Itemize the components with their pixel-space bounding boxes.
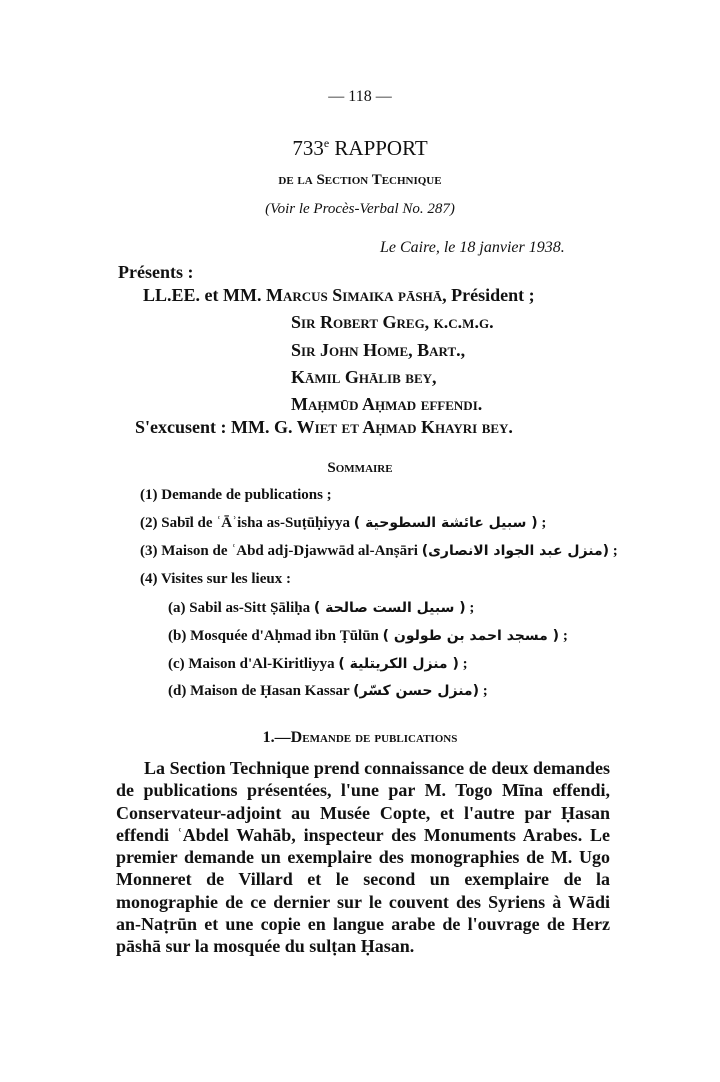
excused-label: S'excusent : bbox=[135, 417, 227, 437]
summary-item bbox=[140, 543, 618, 560]
excused-names: MM. G. Wiet et Aḥmad Khayri bey. bbox=[231, 417, 513, 437]
summary-subitem bbox=[168, 600, 474, 617]
summary-title: Sommaire bbox=[327, 460, 393, 476]
summary-item-arabic: ( مسجد احمد بن طولون ) bbox=[382, 628, 560, 644]
attendee-name: Marcus Simaika pāshā, bbox=[266, 285, 447, 305]
summary-item-label: (1) Demande de publications ; bbox=[140, 487, 332, 503]
report-title bbox=[0, 136, 720, 161]
summary-item-suffix: ; bbox=[458, 656, 468, 672]
summary-item-suffix: ; bbox=[479, 683, 488, 699]
excused-line bbox=[135, 417, 513, 438]
attendee-line: Kāmil Ghālib bey, bbox=[291, 367, 437, 387]
attendee-prefix: LL.EE. et MM. bbox=[143, 285, 262, 305]
report-number: 733 bbox=[292, 136, 324, 160]
report-number-suffix: e bbox=[323, 136, 330, 150]
summary-item-label: (a) Sabil as-Sitt Ṣāliḥa bbox=[168, 600, 311, 616]
president-line bbox=[143, 285, 535, 306]
summary-item-suffix: ; bbox=[559, 628, 568, 644]
summary-item-arabic: ( سبيل عائشة السطوحية ) bbox=[353, 515, 538, 531]
report-word: RAPPORT bbox=[334, 136, 428, 160]
summary-item bbox=[140, 515, 546, 532]
section-heading: 1.—Demande de publications bbox=[262, 729, 458, 746]
summary-subitem bbox=[168, 683, 488, 700]
summary-item-suffix: ; bbox=[609, 543, 618, 559]
summary-item bbox=[140, 487, 332, 504]
section-line: de la Section Technique bbox=[278, 172, 442, 188]
summary-subitem bbox=[168, 628, 568, 645]
place-date: Le Caire, le 18 janvier 1938. bbox=[380, 239, 565, 256]
summary-item-label: (3) Maison de ʿAbd adj-Djawwād al-Anṣāri bbox=[140, 543, 418, 559]
attendee-line: Sir John Home, Bart., bbox=[291, 340, 466, 360]
summary-item-label: (d) Maison de Ḥasan Kassar bbox=[168, 683, 350, 699]
summary-item-arabic: (منزل حسن كسّر) bbox=[353, 683, 479, 699]
summary-item-label: (c) Maison d'Al-Kiritliyya bbox=[168, 656, 335, 672]
summary-item-label: (b) Mosquée d'Aḥmad ibn Ṭūlūn bbox=[168, 628, 379, 644]
attendee-line: Sir Robert Greg, k.c.m.g. bbox=[291, 312, 494, 332]
attendee-line: Maḥmūd Aḥmad effendi. bbox=[291, 394, 483, 414]
summary-item-suffix: ; bbox=[537, 515, 547, 531]
summary-item-label: (4) Visites sur les lieux : bbox=[140, 571, 291, 587]
summary-item-arabic: (منزل عبد الجواد الانصارى) bbox=[421, 543, 610, 559]
procès-verbal-reference: (Voir le Procès-Verbal No. 287) bbox=[265, 201, 455, 217]
summary-item-arabic: ( سبيل الست صالحة ) bbox=[313, 600, 466, 616]
body-paragraph: La Section Technique prend connaissance de deux demandes de publications présentées, l'une par M. Togo Mīna effendi, Conservateur-adjoint au Musée Copte, et l'autre par Ḥasan effendi ʿAbdel Wahāb, inspecteur des Monuments Arabes. Le premier demande un exemplaire des monographies de M. Ugo Monneret de Villard et le second un exemplaire de la monographie de ce dernier sur le couvent des Syriens à Wādi an-Naṭrūn et une copie en langue arabe de l'ouvrage de Herz pāshā sur la mosquée du sulṭan Ḥasan. bbox=[116, 758, 610, 957]
summary-item-label: (2) Sabīl de ʿĀʾisha as-Suṭūḥiyya bbox=[140, 515, 351, 531]
page-number: — 118 — bbox=[328, 88, 392, 105]
presents-label: Présents : bbox=[118, 262, 194, 282]
summary-item-suffix: ; bbox=[465, 600, 475, 616]
summary-item bbox=[140, 571, 291, 588]
summary-item-arabic: ( منزل الكريتلية ) bbox=[338, 656, 459, 672]
summary-subitem bbox=[168, 656, 468, 673]
attendee-role: Président ; bbox=[451, 285, 535, 305]
